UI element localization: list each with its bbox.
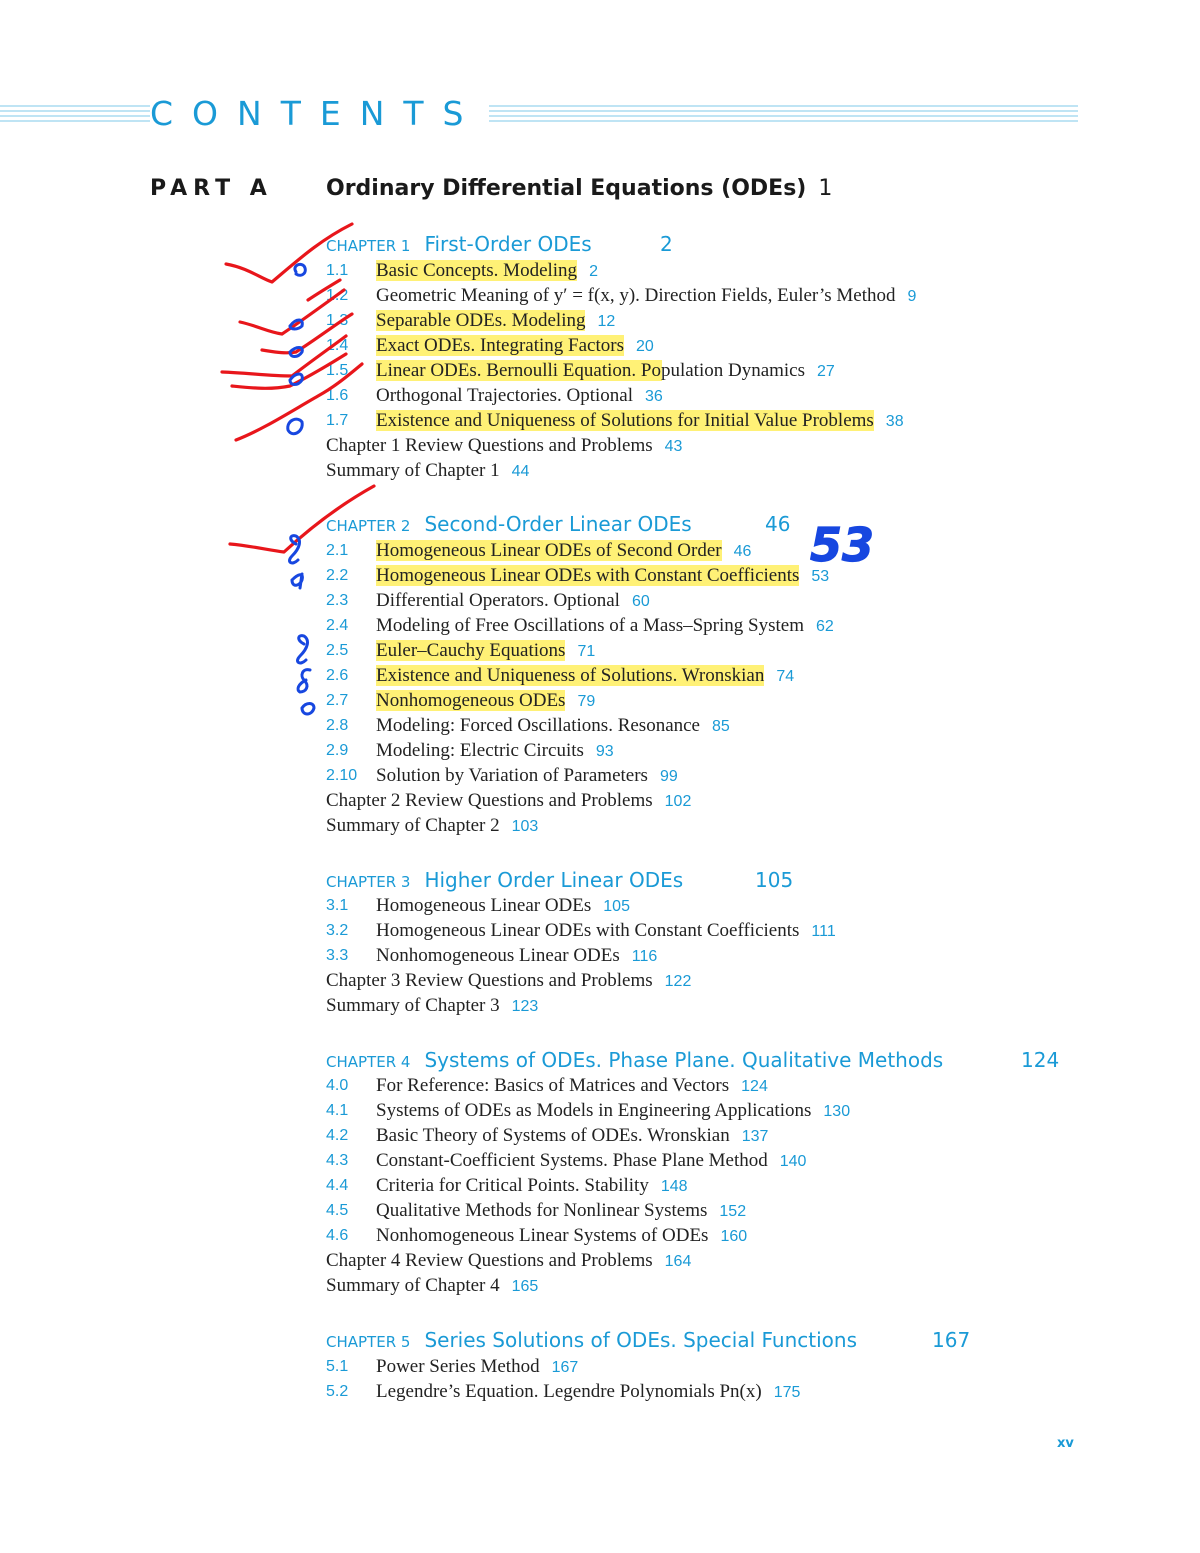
section-title: Homogeneous Linear ODEs xyxy=(376,895,592,916)
section-number: 3.2 xyxy=(326,922,349,939)
blue-dot-mark xyxy=(302,704,314,715)
section-page: 74 xyxy=(776,668,795,685)
section-number: 1.1 xyxy=(326,262,349,279)
section-title: Existence and Uniqueness of Solutions. Wronskian xyxy=(376,665,765,686)
section-number: 2.3 xyxy=(326,592,349,609)
section-page: 160 xyxy=(720,1228,748,1245)
section-title: Nonhomogeneous Linear ODEs xyxy=(376,945,620,966)
chapter-label: CHAPTER 1 xyxy=(326,237,411,255)
section-title: Basic Concepts. Modeling xyxy=(376,260,578,281)
section-number: 1.2 xyxy=(326,287,349,304)
section-title: Separable ODEs. Modeling xyxy=(376,310,586,331)
chapter-summary-link[interactable] xyxy=(326,1273,538,1298)
section-title: Exact ODEs. Integrating Factors xyxy=(376,335,624,356)
chapter-review-link[interactable] xyxy=(326,968,691,993)
section-page: 105 xyxy=(603,898,630,915)
review-title: Chapter 4 Review Questions and Problems xyxy=(326,1250,653,1271)
chapter-title: Series Solutions of ODEs. Special Functions xyxy=(424,1328,858,1352)
blue-dot-mark xyxy=(290,374,302,385)
section-page: 20 xyxy=(635,338,654,355)
section-number: 2.9 xyxy=(326,742,349,759)
section-page: 152 xyxy=(719,1203,747,1220)
section-number: 4.4 xyxy=(326,1177,349,1194)
section-number: 2.6 xyxy=(326,667,349,684)
review-title: Chapter 2 Review Questions and Problems xyxy=(326,790,653,811)
section-page: 116 xyxy=(631,948,658,965)
review-page: 43 xyxy=(664,438,683,455)
section-number: 1.4 xyxy=(326,337,349,354)
section-page: 140 xyxy=(779,1153,807,1170)
section-page: 130 xyxy=(823,1103,851,1120)
page-title: CONTENTS xyxy=(150,92,489,136)
handwritten-note: 53 xyxy=(810,518,875,572)
section-title: Solution by Variation of Parameters xyxy=(376,765,648,786)
section-title: Homogeneous Linear ODEs of Second Order xyxy=(376,540,722,561)
chapter-title: Systems of ODEs. Phase Plane. Qualitative Methods xyxy=(424,1048,944,1072)
part-page: 1 xyxy=(818,176,833,201)
section-page: 111 xyxy=(811,923,836,940)
chapter-summary-link[interactable] xyxy=(326,813,538,838)
section-page: 60 xyxy=(631,593,650,610)
section-title: Existence and Uniqueness of Solutions for Initial Value Problems xyxy=(376,410,874,431)
section-number: 5.1 xyxy=(326,1358,349,1375)
section-title: Homogeneous Linear ODEs with Constant Coefficients xyxy=(376,920,800,941)
chapter-summary-link[interactable] xyxy=(326,458,529,483)
section-page: 12 xyxy=(597,313,616,330)
chapter-2-heading[interactable] xyxy=(326,509,791,539)
section-title: Modeling of Free Oscillations of a Mass–Spring System xyxy=(376,615,804,636)
section-number: 1.3 xyxy=(326,312,349,329)
section-number: 2.5 xyxy=(326,642,349,659)
section-title: Qualitative Methods for Nonlinear Systems xyxy=(376,1200,708,1221)
section-title: Basic Theory of Systems of ODEs. Wronskian xyxy=(376,1125,730,1146)
chapter-5-heading[interactable] xyxy=(326,1325,971,1355)
blue-circle-mark xyxy=(295,264,305,275)
summary-page: 44 xyxy=(511,463,530,480)
summary-page: 123 xyxy=(511,998,539,1015)
section-number: 3.1 xyxy=(326,897,349,914)
page-folio: xv xyxy=(1057,1436,1074,1451)
section-number: 2.2 xyxy=(326,567,349,584)
section-page: 137 xyxy=(741,1128,769,1145)
section-page: 38 xyxy=(885,413,904,430)
section-title: Linear ODEs. Bernoulli Equation. Population Dynamics xyxy=(376,360,806,381)
section-number: 4.3 xyxy=(326,1152,349,1169)
section-page: 124 xyxy=(741,1078,768,1095)
section-number: 4.1 xyxy=(326,1102,349,1119)
section-title: Homogeneous Linear ODEs with Constant Coefficients xyxy=(376,565,800,586)
section-page: 27 xyxy=(817,363,835,380)
section-title: Criteria for Critical Points. Stability xyxy=(376,1175,649,1196)
chapter-1-heading[interactable] xyxy=(326,229,673,259)
chapter-summary-link[interactable] xyxy=(326,993,538,1018)
section-page: 167 xyxy=(551,1359,579,1376)
section-title: Geometric Meaning of y′ = f(x, y). Direction Fields, Euler’s Method xyxy=(376,285,896,306)
section-title: Legendre’s Equation. Legendre Polynomials Pn(x) xyxy=(376,1381,762,1402)
part-title: Ordinary Differential Equations (ODEs) xyxy=(326,176,807,201)
part-label: PART A xyxy=(150,176,273,201)
section-title: Orthogonal Trajectories. Optional xyxy=(376,385,633,406)
chapter-label: CHAPTER 4 xyxy=(326,1053,411,1071)
summary-page: 165 xyxy=(511,1278,539,1295)
chapter-review-link[interactable] xyxy=(326,788,691,813)
section-title: Nonhomogeneous ODEs xyxy=(376,690,566,711)
blue-a-mark xyxy=(292,574,302,588)
chapter-title: Higher Order Linear ODEs xyxy=(424,868,684,892)
section-title: Nonhomogeneous Linear Systems of ODEs xyxy=(376,1225,709,1246)
section-page: 99 xyxy=(659,768,678,785)
summary-title: Summary of Chapter 2 xyxy=(326,815,500,836)
section-title: Power Series Method xyxy=(376,1356,540,1377)
section-title: Constant-Coefficient Systems. Phase Plane Method xyxy=(376,1150,768,1171)
summary-title: Summary of Chapter 1 xyxy=(326,460,500,481)
section-number: 3.3 xyxy=(326,947,349,964)
section-title: For Reference: Basics of Matrices and Vectors xyxy=(376,1075,730,1096)
summary-page: 103 xyxy=(511,818,539,835)
section-page: 79 xyxy=(577,693,596,710)
section-page: 53 xyxy=(811,568,830,585)
chapter-review-link[interactable] xyxy=(326,1248,691,1273)
blue-eight-mark xyxy=(298,636,308,663)
review-title: Chapter 3 Review Questions and Problems xyxy=(326,970,653,991)
section-page: 36 xyxy=(645,388,663,405)
section-number: 4.0 xyxy=(326,1077,349,1094)
chapter-4-heading[interactable] xyxy=(326,1045,1060,1075)
section-page: 93 xyxy=(595,743,614,760)
blue-eight-mark xyxy=(298,670,310,692)
chapter-label: CHAPTER 5 xyxy=(326,1333,411,1351)
blue-eight-mark xyxy=(290,536,300,563)
section-page: 85 xyxy=(712,718,730,735)
review-page: 164 xyxy=(664,1253,692,1270)
chapter-title: Second-Order Linear ODEs xyxy=(424,512,692,536)
section-number: 1.5 xyxy=(326,362,349,379)
section-page: 175 xyxy=(773,1384,801,1401)
section-number: 2.7 xyxy=(326,692,349,709)
chapter-title: First-Order ODEs xyxy=(424,232,592,256)
section-number: 2.4 xyxy=(326,617,349,634)
review-page: 122 xyxy=(664,973,692,990)
section-title: Systems of ODEs as Models in Engineering Applications xyxy=(376,1100,812,1121)
summary-title: Summary of Chapter 3 xyxy=(326,995,500,1016)
section-page: 71 xyxy=(577,643,596,660)
chapter-page: 167 xyxy=(932,1328,971,1352)
chapter-page: 2 xyxy=(660,232,673,256)
section-number: 4.2 xyxy=(326,1127,349,1144)
chapter-label: CHAPTER 2 xyxy=(326,517,411,535)
section-page: 46 xyxy=(733,543,752,560)
section-title: Differential Operators. Optional xyxy=(376,590,620,611)
blue-dot-mark xyxy=(290,348,302,357)
section-page: 62 xyxy=(816,618,834,635)
section-number: 2.8 xyxy=(326,717,349,734)
chapter-review-link[interactable] xyxy=(326,433,682,458)
section-title: Euler–Cauchy Equations xyxy=(376,640,566,661)
chapter-page: 46 xyxy=(765,512,791,536)
chapter-3-heading[interactable] xyxy=(326,865,794,895)
summary-title: Summary of Chapter 4 xyxy=(326,1275,500,1296)
section-number: 4.6 xyxy=(326,1227,349,1244)
section-number: 4.5 xyxy=(326,1202,349,1219)
section-page: 148 xyxy=(660,1178,688,1195)
section-page: 2 xyxy=(589,263,598,280)
blue-dot-mark xyxy=(290,320,302,329)
section-number: 1.6 xyxy=(326,387,349,404)
section-title: Modeling: Electric Circuits xyxy=(376,740,584,761)
chapter-page: 124 xyxy=(1021,1048,1060,1072)
section-number: 1.7 xyxy=(326,412,349,429)
section-number: 2.10 xyxy=(326,767,358,784)
review-page: 102 xyxy=(664,793,692,810)
section-number: 5.2 xyxy=(326,1383,349,1400)
blue-zero-mark xyxy=(288,419,302,434)
section-page: 9 xyxy=(907,288,917,305)
chapter-page: 105 xyxy=(755,868,794,892)
part-heading xyxy=(326,176,832,201)
chapter-label: CHAPTER 3 xyxy=(326,873,411,891)
section-number: 2.1 xyxy=(326,542,349,559)
review-title: Chapter 1 Review Questions and Problems xyxy=(326,435,653,456)
section-title: Modeling: Forced Oscillations. Resonance xyxy=(376,715,700,736)
